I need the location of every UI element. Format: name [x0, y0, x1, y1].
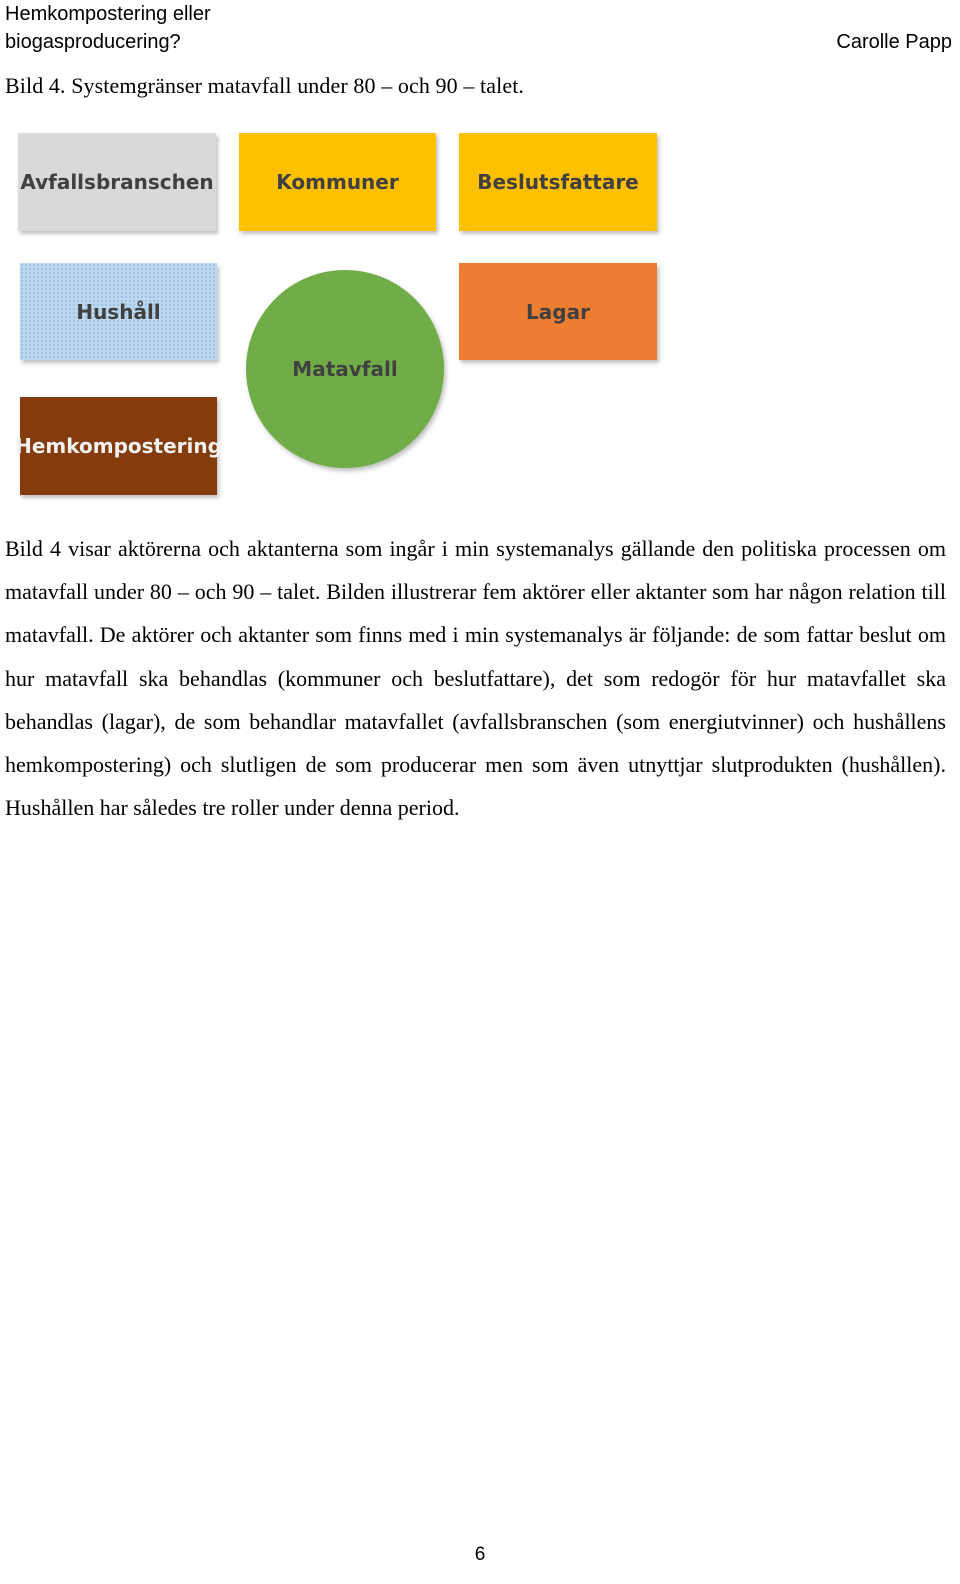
node-kommuner: Kommuner — [239, 133, 436, 231]
page-number: 6 — [474, 1544, 486, 1565]
body-paragraph: Bild 4 visar aktörerna och aktanterna som ingår i min systemanalys gällande den politiska processen om matavfall under 80 – och 90 – talet. Bilden illustrerar fem aktörer eller aktanter som har någon relation till matavfall. De aktörer och aktanter som finns med i min systemanalys är följande: de som fattar beslut om hur matavfall ska behandlas (kommuner och beslutfattare), det som redogör för hur matavfallet ska behandlas (lagar), de som behandlar matavfallet (avfallsbranschen (som energiutvinner) och hushållens hemkompostering) och slutligen de som producerar men som även utnyttjar slutprodukten (hushållen). Hushållen har således tre roller under denna period. — [5, 536, 946, 821]
node-beslutsfattare: Beslutsfattare — [459, 133, 657, 231]
node-lagar: Lagar — [459, 263, 657, 360]
running-header-author: Carolle Papp — [836, 31, 952, 53]
node-hushall: Hushåll — [20, 263, 217, 360]
node-matavfall: Matavfall — [246, 270, 444, 468]
running-header-line2: biogasproducering? — [5, 31, 181, 53]
running-header-line1: Hemkompostering eller — [5, 3, 211, 25]
node-avfallsbranschen: Avfallsbranschen — [18, 133, 216, 231]
system-boundary-diagram — [0, 0, 960, 520]
figure-caption: Bild 4. Systemgränser matavfall under 80 – och 90 – talet. — [5, 73, 525, 98]
node-hemkompostering: Hemkompostering — [20, 397, 217, 495]
